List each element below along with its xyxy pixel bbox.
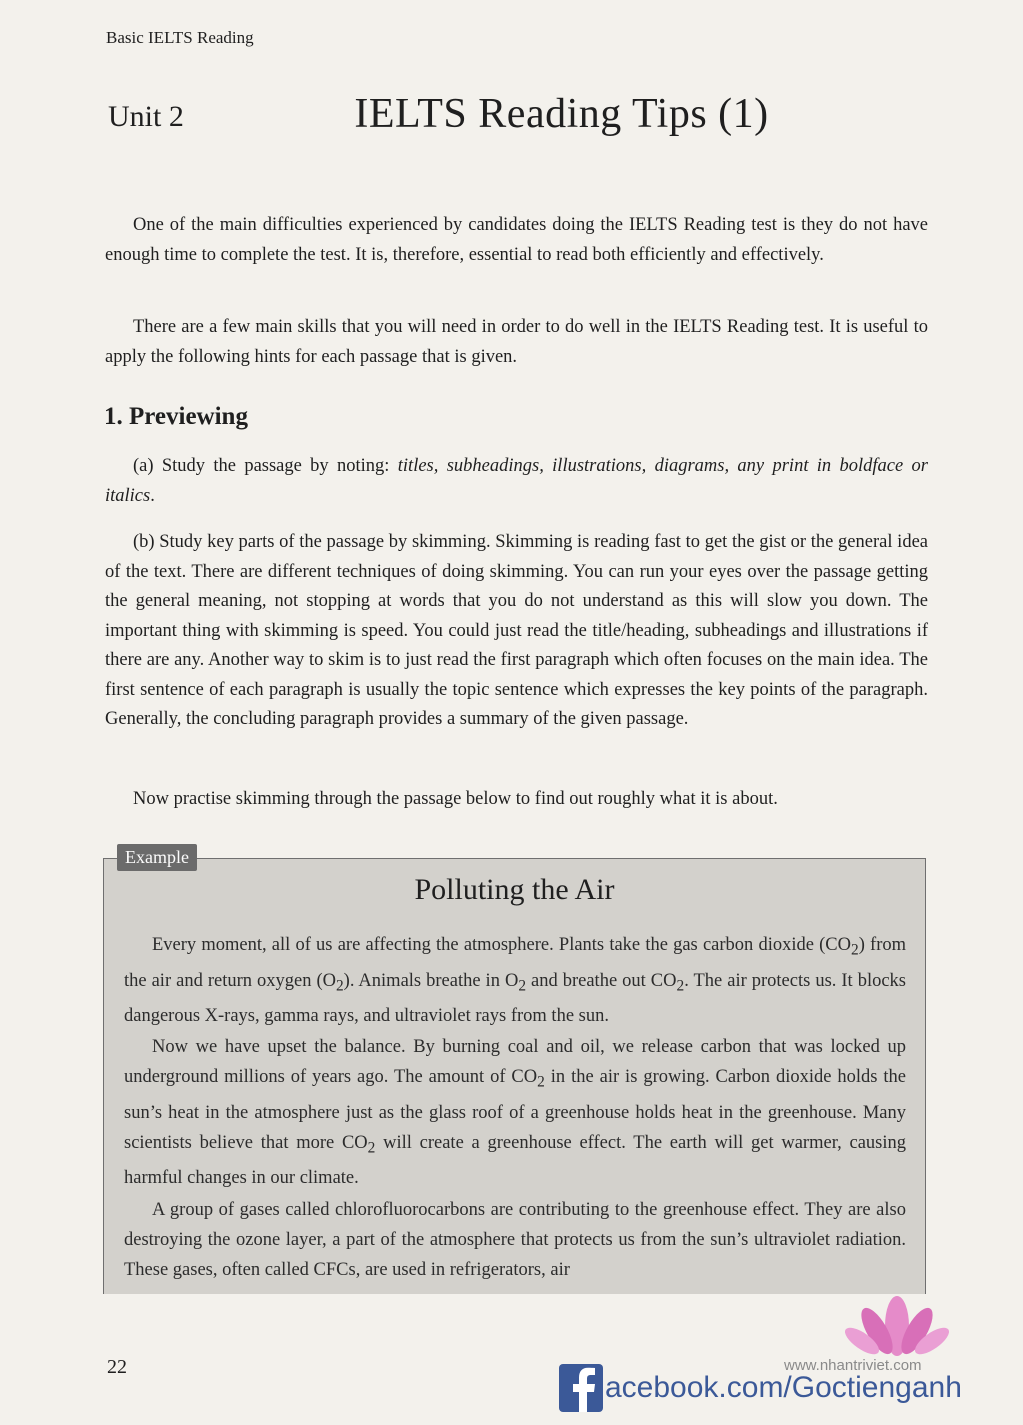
subscript: 2 xyxy=(518,977,527,995)
example-p1-text: and breathe out CO xyxy=(526,970,677,991)
example-paragraph-1 xyxy=(124,930,906,1031)
intro-paragraph-1: One of the main difficulties experienced by candidates doing the IELTS Reading test is they do not have enough time to complete the test. It is, therefore, essential to read both efficiently and effectively. xyxy=(105,215,928,265)
subscript: 2 xyxy=(367,1139,376,1157)
item-a-end: . xyxy=(150,485,155,506)
running-header: Basic IELTS Reading xyxy=(106,28,254,47)
intro-paragraph-2: There are a few main skills that you will need in order to do well in the IELTS Reading test. It is useful to apply the following hints for each passage that is given. xyxy=(105,317,928,367)
subscript: 2 xyxy=(537,1073,545,1091)
unit-label: Unit 2 xyxy=(108,100,184,133)
section-heading: 1. Previewing xyxy=(104,403,248,430)
item-a-italic: titles, subheadings, illustrations, diagrams, any print in boldface or italics xyxy=(105,456,928,506)
example-p1-text: . The air protects us. It blocks dangerous X-rays, gamma rays, and ultraviolet rays from the sun. xyxy=(124,970,906,1027)
item-a-lead: (a) Study the passage by noting: xyxy=(133,456,398,476)
unit-title: IELTS Reading Tips (1) xyxy=(354,91,769,137)
facebook-watermark xyxy=(559,1364,962,1412)
example-p1-text: ). Animals breathe in O xyxy=(343,970,519,991)
example-paragraph-2 xyxy=(124,1032,906,1193)
example-box xyxy=(103,858,926,1294)
facebook-icon xyxy=(559,1364,603,1412)
facebook-url: acebook.com/Goctienganh xyxy=(605,1371,962,1404)
example-paragraph-3: A group of gases called chlorofluorocarbons are contributing to the greenhouse effect. They are also destroying the ozone layer, a part of the atmosphere that protects us from the sun’s ultraviolet radiation. These gases, often called CFCs, are used in refrigerators, air xyxy=(124,1200,906,1280)
previewing-item-a xyxy=(105,452,928,511)
example-p2-text: will create a greenhouse effect. The earth will get warmer, causing harmful changes in our climate. xyxy=(124,1132,906,1189)
example-title: Polluting the Air xyxy=(414,873,615,906)
page-number: 22 xyxy=(107,1356,127,1378)
subscript: 2 xyxy=(676,977,685,995)
subscript: 2 xyxy=(851,941,859,959)
example-p1-text: ) from the air and return oxygen (O xyxy=(124,935,907,991)
example-p2-text: in the air is growing. Carbon dioxide holds the sun’s heat in the atmosphere just as the glass roof of a greenhouse holds heat in the greenhouse. Many scientists believe that more CO xyxy=(124,1067,906,1153)
practise-instruction: Now practise skimming through the passage below to find out roughly what it is about. xyxy=(133,789,778,809)
example-p2-text: Now we have upset the balance. By burning coal and oil, we release carbon that was locked up underground millions of years ago. The amount of CO xyxy=(124,1037,906,1087)
example-p1-text: Every moment, all of us are affecting the atmosphere. Plants take the gas carbon dioxide (CO xyxy=(152,935,851,955)
subscript: 2 xyxy=(335,977,344,995)
watermark-site: www.nhantriviet.com xyxy=(784,1357,922,1374)
previewing-item-b: (b) Study key parts of the passage by skimming. Skimming is reading fast to get the gist or the general idea of the text. There are different techniques of doing skimming. You can run your eyes over the passage getting the general meaning, not stopping at words that you do not understand as this will slow you down. The important thing with skimming is speed. You could just read the title/heading, subheadings and illustrations if there are any. Another way to skim is to just read the first paragraph which often focuses on the main idea. The first sentence of each paragraph is usually the topic sentence which expresses the key points of the paragraph. Generally, the concluding paragraph provides a summary of the given passage. xyxy=(105,532,928,729)
example-tag: Example xyxy=(117,844,197,871)
